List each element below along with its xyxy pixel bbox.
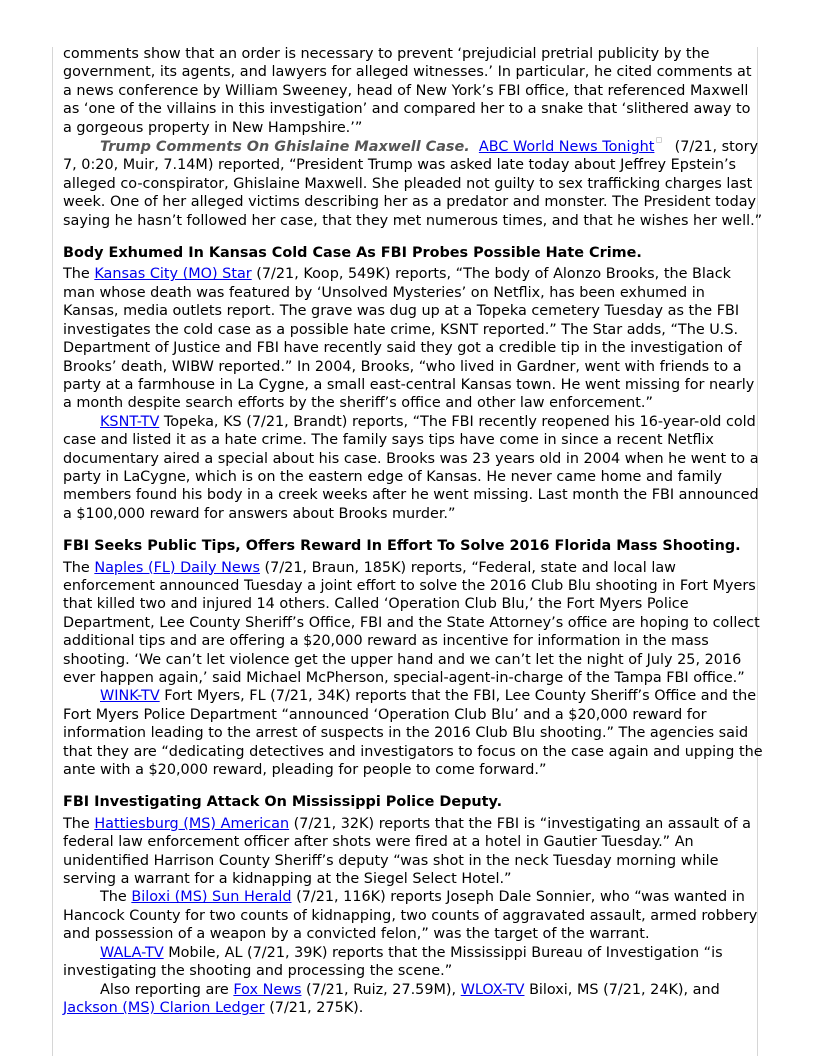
mississippi-paragraph-4 [63, 981, 763, 1018]
ms-p2-lead: The [100, 889, 127, 906]
wlox-tv-link[interactable]: WLOX-TV [460, 981, 525, 998]
mississippi-paragraph-2 [63, 888, 763, 943]
kansas-p1-text: (7/21, Koop, 549K) reports, “The body of Alonzo Brooks, the Black man whose death was featured by ‘Unsolved Mysteries’ on Netflix, has been exhumed in Kansas, media outlets report. The grave was dug up at a Topeka cemetery Tuesday as the FBI investigates the cold case as a possible hate crime, KSNT reported.” The Star adds, “The U.S. Department of Justice and FBI have recently said they got a credible tip in the investigation of Brooks’ death, WIBW reported.” In 2004, Brooks, “who lived in Gardner, went with friends to a party at a farmhouse in La Cygne, a small east-central Kansas town. He went missing for nearly a month despite search efforts by the sheriff’s office and other law enforcement.” [63, 266, 755, 412]
trump-subheading: Trump Comments On Ghislaine Maxwell Case. [100, 139, 470, 156]
ms-p3-text: Mobile, AL (7/21, 39K) reports that the Mississippi Bureau of Investigation “is investigating the shooting and processing the scene.” [63, 944, 723, 980]
ksnt-tv-link[interactable]: KSNT-TV [100, 413, 160, 430]
clarion-ledger-link[interactable]: Jackson (MS) Clarion Ledger [63, 999, 265, 1016]
kansas-p2-text: Topeka, KS (7/21, Brandt) reports, “The FBI recently reopened his 16-year-old cold case and listed it as a hate crime. The family says tips have come in since a recent Netflix documentary aired a special about his case. Brooks was 23 years old in 2004 when he went to a party in LaCygne, which is on the eastern edge of Kansas. He never came home and family members found his body in a creek weeks after he went missing. Last month the FBI announced a $100,000 reward for answers about Brooks murder.” [63, 413, 759, 522]
ms-p4-end: (7/21, 275K). [269, 999, 364, 1016]
biloxi-sun-herald-link[interactable]: Biloxi (MS) Sun Herald [131, 889, 292, 906]
article-column [63, 45, 763, 1017]
kansas-p1-lead: The [63, 266, 90, 283]
florida-p1-text: (7/21, Braun, 185K) reports, “Federal, state and local law enforcement announced Tuesday a joint effort to solve the 2016 Club Blu shooting in Fort Myers that killed two and injured 14 others. Called ‘Operation Club Blu,’ the Fort Myers Police Department, Lee County Sheriff’s Office, FBI and the State Attorney’s office are hoping to collect additional tips and are offering a $20,000 reward as incentive for information in the mass shooting. ‘We can’t let violence get the upper hand and we can’t let the night of July 25, 2016 ever happen again,’ said Michael McPherson, special-agent-in-charge of the Tampa FBI office.” [63, 559, 760, 686]
ms-p2-text: (7/21, 116K) reports Joseph Dale Sonnier, who “was wanted in Hancock County for two counts of kidnapping, two counts of aggravated assault, armed robbery and possession of a weapon by a convicted felon,” was the target of the warrant. [63, 889, 758, 943]
ms-p4-lead: Also reporting are [100, 981, 229, 998]
fox-news-link[interactable]: Fox News [233, 981, 302, 998]
video-clip-icon[interactable] [656, 137, 662, 143]
wink-tv-link[interactable]: WINK-TV [100, 688, 160, 705]
naples-daily-news-link[interactable]: Naples (FL) Daily News [94, 559, 260, 576]
kansas-paragraph-1 [63, 265, 763, 412]
section-heading-kansas: Body Exhumed In Kansas Cold Case As FBI Probes Possible Hate Crime. [63, 245, 642, 262]
mississippi-paragraph-3 [63, 944, 763, 981]
ms-p1-lead: The [63, 815, 90, 832]
kansas-city-star-link[interactable]: Kansas City (MO) Star [94, 266, 252, 283]
ms-p4-wlox-meta: Biloxi, MS (7/21, 24K), and [529, 981, 720, 998]
trump-paragraph [63, 137, 763, 230]
section-heading-mississippi: FBI Investigating Attack On Mississippi Police Deputy. [63, 794, 503, 811]
wala-tv-link[interactable]: WALA-TV [100, 944, 164, 961]
florida-paragraph-1 [63, 559, 763, 688]
ms-p1-text: (7/21, 32K) reports that the FBI is “investigating an assault of a federal law enforcement officer after shots were fired at a hotel in Gautier Tuesday.” An unidentified Harrison County Sheriff’s deputy “was shot in the neck Tuesday morning while serving a warrant for a kidnapping at the Siegel Select Hotel.” [63, 815, 751, 888]
hattiesburg-american-link[interactable]: Hattiesburg (MS) American [94, 815, 290, 832]
kansas-paragraph-2 [63, 413, 763, 523]
florida-p1-lead: The [63, 559, 90, 576]
abc-news-link[interactable]: ABC World News Tonight [478, 139, 655, 156]
mississippi-paragraph-1 [63, 815, 763, 889]
florida-p2-text: Fort Myers, FL (7/21, 34K) reports that the FBI, Lee County Sheriff’s Office and the Fort Myers Police Department “announced ‘Operation Club Blu’ and a $20,000 reward for information leading to the arrest of suspects in the 2016 Club Blu shooting.” The agencies said that they are “dedicating detectives and investigators to focus on the case again and upping the ante with a $20,000 reward, pleading for people to come forward.” [63, 688, 763, 779]
section-heading-florida: FBI Seeks Public Tips, Offers Reward In Effort To Solve 2016 Florida Mass Shooting. [63, 538, 741, 555]
florida-paragraph-2 [63, 687, 763, 779]
trump-text: (7/21, story 7, 0:20, Muir, 7.14M) reported, “President Trump was asked late today about Jeffrey Epstein’s alleged co-conspirator, Ghislaine Maxwell. She pleaded not guilty to sex trafficking charges last week. One of her alleged victims describing her as a predator and monster. The President today saying he hasn’t followed her case, that they met numerous times, and that he wishes her well.” [63, 139, 763, 229]
continued-paragraph: comments show that an order is necessary to prevent ‘prejudicial pretrial publicity by the government, its agents, and lawyers for alleged witnesses.’ In particular, he cited comments at a news conference by William Sweeney, head of New York’s FBI office, that referenced Maxwell as ‘one of the villains in this investigation’ and compared her to a snake that ‘slithered away to a gorgeous property in New Hampshire.’” [63, 46, 752, 136]
ms-p4-fox-meta: (7/21, Ruiz, 27.59M), [306, 981, 457, 998]
left-margin-rule [52, 47, 53, 1056]
